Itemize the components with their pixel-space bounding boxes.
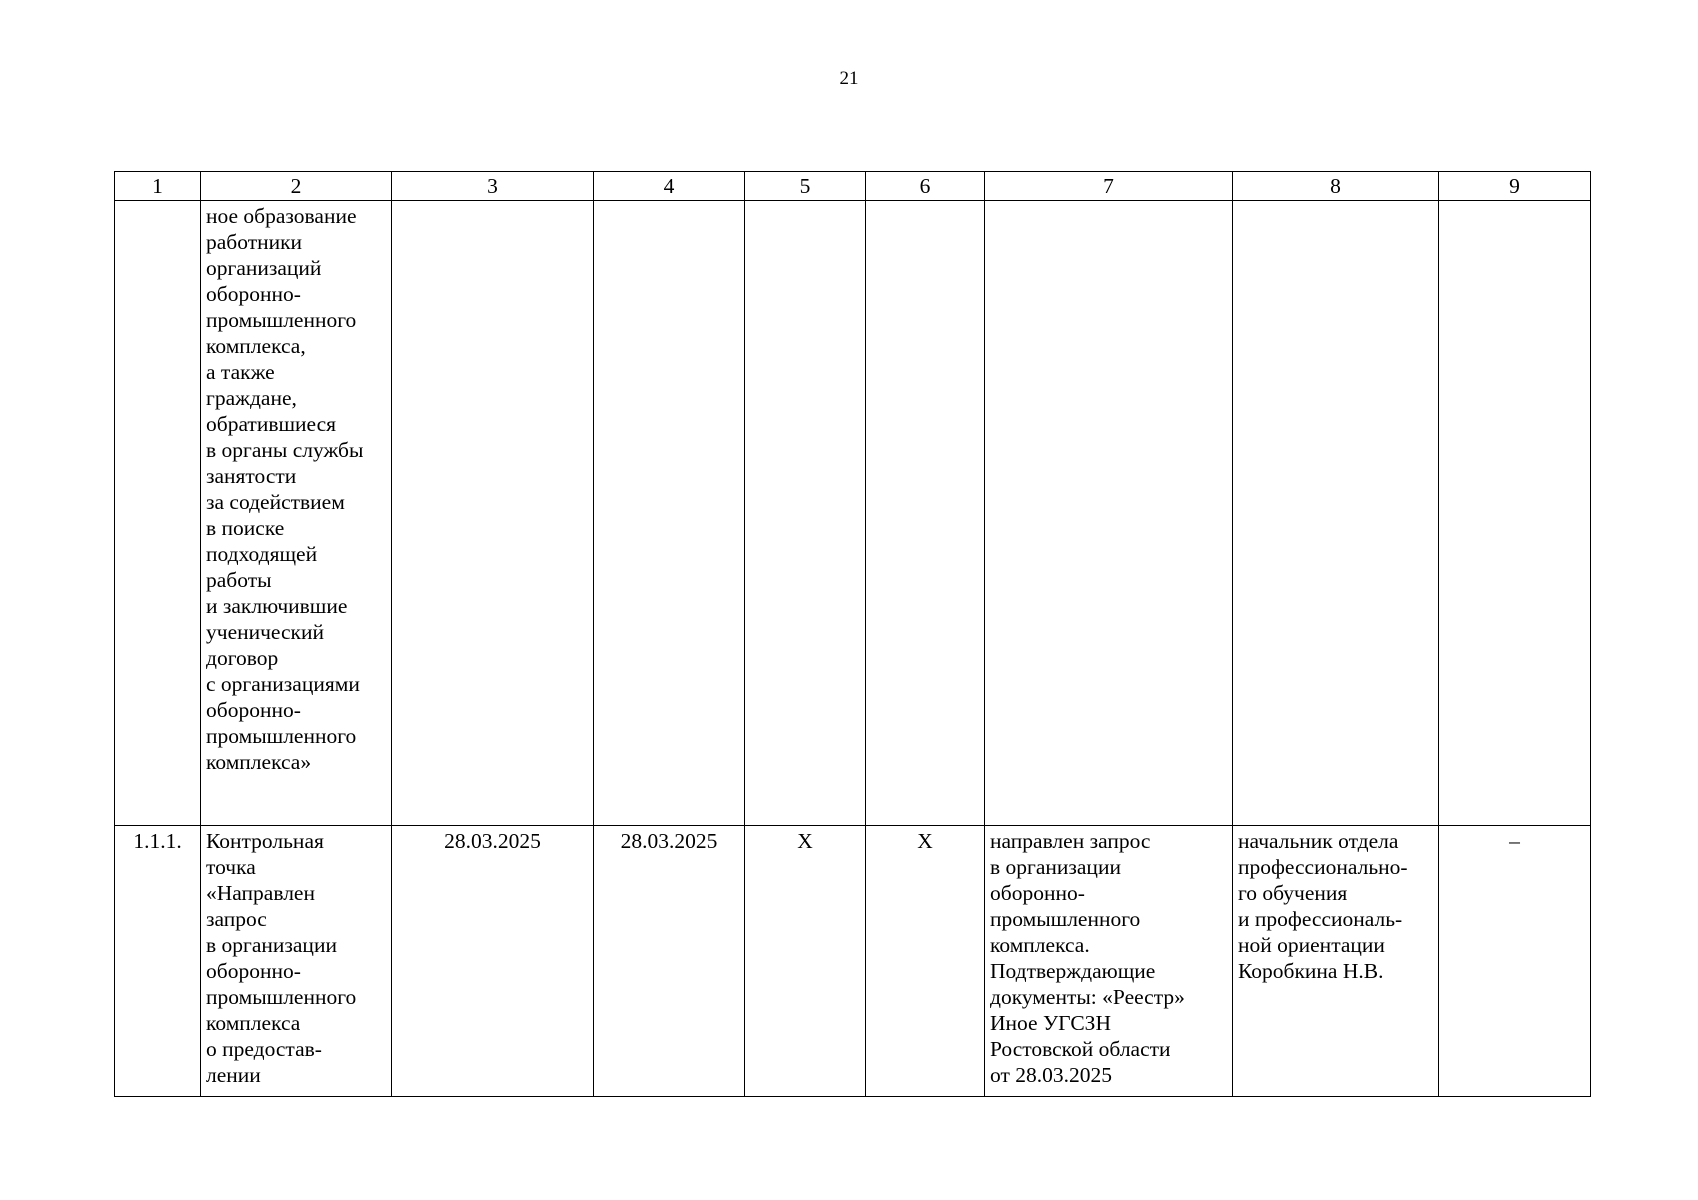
cell-text-line: комплекса. <box>990 933 1090 957</box>
cell-text-line: запрос <box>206 907 267 931</box>
page-number: 21 <box>839 68 859 89</box>
cell-col5 <box>745 201 866 826</box>
cell-text-line: комплекса <box>206 1011 301 1035</box>
cell-text-line: граждане, <box>206 386 297 410</box>
cell-text-line: точка <box>206 855 256 879</box>
cell-text-line: комплекса, <box>206 334 306 358</box>
cell-result <box>985 826 1233 1097</box>
cell-text-line: занятости <box>206 464 297 488</box>
cell-col9: – <box>1439 826 1591 1097</box>
cell-text-line: оборонно- <box>206 282 301 306</box>
column-header-4: 4 <box>594 172 745 201</box>
cell-end-date <box>594 201 745 826</box>
column-header-8: 8 <box>1233 172 1439 201</box>
cell-text-line: комплекса» <box>206 750 312 774</box>
cell-text-line: Ростовской области <box>990 1037 1171 1061</box>
cell-text-line: Подтверждающие <box>990 959 1156 983</box>
cell-text-line: договор <box>206 646 279 670</box>
cell-col9 <box>1439 201 1591 826</box>
table-row-continuation <box>115 201 1591 826</box>
cell-text-line: о предостав- <box>206 1037 322 1061</box>
cell-text-line: ученический <box>206 620 325 644</box>
cell-responsible <box>1233 826 1439 1097</box>
cell-text-line: от 28.03.2025 <box>990 1063 1112 1087</box>
cell-text-line: «Направлен <box>206 881 315 905</box>
cell-end-date: 28.03.2025 <box>594 826 745 1097</box>
cell-text-line: промышленного <box>206 985 357 1009</box>
cell-text-line: Иное УГСЗН <box>990 1011 1111 1035</box>
cell-description <box>201 826 392 1097</box>
cell-text-line: профессионально- <box>1238 855 1408 879</box>
column-header-2: 2 <box>201 172 392 201</box>
cell-text-line: обратившиеся <box>206 412 337 436</box>
cell-text-line: и профессиональ- <box>1238 907 1403 931</box>
cell-text-line: работники <box>206 230 303 254</box>
cell-text-line: оборонно- <box>990 881 1085 905</box>
plan-table <box>114 171 1591 1097</box>
cell-number <box>115 201 201 826</box>
cell-text-line: Контрольная <box>206 829 324 853</box>
cell-result <box>985 201 1233 826</box>
cell-text-line: а также <box>206 360 275 384</box>
cell-text-line: в организации <box>206 933 337 957</box>
cell-text-line: работы <box>206 568 272 592</box>
cell-text-line: лении <box>206 1063 261 1087</box>
table-row-1-1-1 <box>115 826 1591 1097</box>
cell-start-date: 28.03.2025 <box>392 826 594 1097</box>
cell-text-line: оборонно- <box>206 698 301 722</box>
cell-start-date <box>392 201 594 826</box>
column-number-header-row <box>115 172 1591 201</box>
cell-text-line: промышленного <box>206 308 357 332</box>
cell-text-line: в поиске <box>206 516 285 540</box>
cell-text-line: начальник отдела <box>1238 829 1399 853</box>
column-header-6: 6 <box>866 172 985 201</box>
cell-text-line: промышленного <box>990 907 1141 931</box>
column-header-7: 7 <box>985 172 1233 201</box>
column-header-1: 1 <box>115 172 201 201</box>
cell-text-line: промышленного <box>206 724 357 748</box>
cell-responsible <box>1233 201 1439 826</box>
column-header-5: 5 <box>745 172 866 201</box>
cell-text-line: ной ориентации <box>1238 933 1385 957</box>
cell-text-line: оборонно- <box>206 959 301 983</box>
cell-text-line: документы: «Реестр» <box>990 985 1185 1009</box>
cell-text-line: и заключившие <box>206 594 348 618</box>
cell-number: 1.1.1. <box>115 826 201 1097</box>
cell-text-line: ное образование <box>206 204 357 228</box>
cell-text-line: Коробкина Н.В. <box>1238 959 1384 983</box>
cell-col6 <box>866 201 985 826</box>
cell-text-line: подходящей <box>206 542 318 566</box>
cell-text-line: направлен запрос <box>990 829 1151 853</box>
cell-col6: Х <box>866 826 985 1097</box>
cell-text-line: в организации <box>990 855 1121 879</box>
cell-text-line: за содействием <box>206 490 345 514</box>
cell-description <box>201 201 392 826</box>
cell-text-line: го обучения <box>1238 881 1348 905</box>
cell-col5: Х <box>745 826 866 1097</box>
cell-text-line: в органы службы <box>206 438 364 462</box>
cell-text-line: с организациями <box>206 672 360 696</box>
column-header-3: 3 <box>392 172 594 201</box>
cell-text-line: организаций <box>206 256 322 280</box>
column-header-9: 9 <box>1439 172 1591 201</box>
